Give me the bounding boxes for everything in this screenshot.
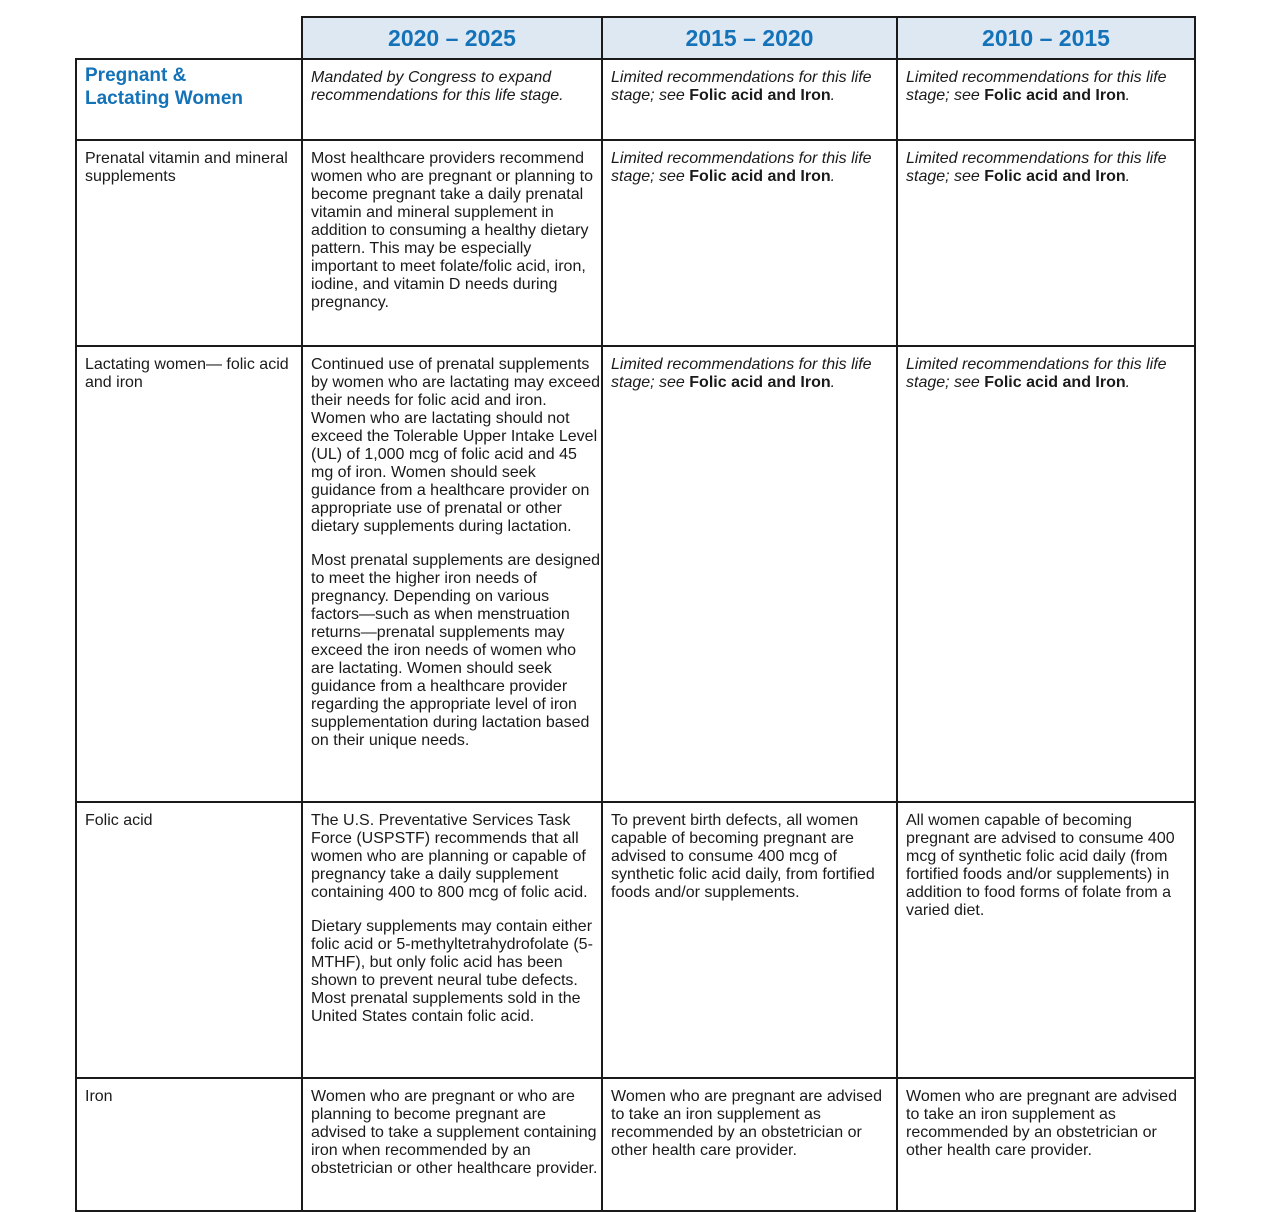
row-label-folic-acid: Folic acid [76,802,302,1078]
column-header-2010-2015: 2010 – 2015 [897,17,1195,59]
section-title: Pregnant & Lactating Women [76,59,302,140]
cell-lactating-2015: Limited recommendations for this life stage; see Folic acid and Iron. [602,346,897,802]
section-cell-2010: Limited recommendations for this life stage; see Folic acid and Iron. [897,59,1195,140]
table-row [76,346,1195,802]
cell-iron-2010: Women who are pregnant are advised to take an iron supplement as recommended by an obstetrician or other health care provider. [897,1078,1195,1211]
table-row [76,140,1195,346]
section-cell-2015: Limited recommendations for this life stage; see Folic acid and Iron. [602,59,897,140]
row-label-lactating: Lactating women— folic acid and iron [76,346,302,802]
cell-iron-2015: Women who are pregnant are advised to take an iron supplement as recommended by an obstetrician or other health care provider. [602,1078,897,1211]
cell-folic-2020: The U.S. Preventative Services Task Force (USPSTF) recommends that all women who are planning or capable of pregnancy take a daily supplement containing 400 to 800 mcg of folic acid. Dietary supplements may contain either folic acid or 5-methyltetrahydrofolate (5-MTHF), but only folic acid has been shown to prevent neural tube defects. Most prenatal supplements sold in the United States contain folic acid. [302,802,602,1078]
column-header-2020-2025: 2020 – 2025 [302,17,602,59]
cell-folic-2015: To prevent birth defects, all women capable of becoming pregnant are advised to consume 400 mcg of synthetic folic acid daily, from fortified foods and/or supplements. [602,802,897,1078]
row-label-prenatal: Prenatal vitamin and mineral supplements [76,140,302,346]
table-row [76,1078,1195,1211]
cell-prenatal-2015: Limited recommendations for this life stage; see Folic acid and Iron. [602,140,897,346]
cell-lactating-2010: Limited recommendations for this life stage; see Folic acid and Iron. [897,346,1195,802]
cell-folic-2010: All women capable of becoming pregnant are advised to consume 400 mcg of synthetic folic acid daily (from fortified foods and/or supplements) in addition to food forms of folate from a varied diet. [897,802,1195,1078]
corner-cell [76,17,302,59]
cell-prenatal-2010: Limited recommendations for this life stage; see Folic acid and Iron. [897,140,1195,346]
section-cell-2020: Mandated by Congress to expand recommendations for this life stage. [302,59,602,140]
cell-prenatal-2020: Most healthcare providers recommend women who are pregnant or planning to become pregnant take a daily prenatal vitamin and mineral supplement in addition to consuming a healthy dietary pattern. This may be especially important to meet folate/folic acid, iron, iodine, and vitamin D needs during pregnancy. [302,140,602,346]
cell-lactating-2020: Continued use of prenatal supplements by women who are lactating may exceed their needs for folic acid and iron. Women who are lactating should not exceed the Tolerable Upper Intake Level (UL) of 1,000 mcg of folic acid and 45 mg of iron. Women should seek guidance from a healthcare provider on appropriate use of prenatal or other dietary supplements during lactation. Most prenatal supplements are designed to meet the higher iron needs of pregnancy. Depending on various factors—such as when menstruation returns—prenatal supplements may exceed the iron needs of women who are lactating. Women should seek guidance from a healthcare provider regarding the appropriate level of iron supplementation during lactation based on their unique needs. [302,346,602,802]
cell-iron-2020: Women who are pregnant or who are planning to become pregnant are advised to take a supplement containing iron when recommended by an obstetrician or other healthcare provider. [302,1078,602,1211]
header-row [76,17,1195,59]
table-row [76,802,1195,1078]
comparison-table [75,16,1196,1212]
column-header-2015-2020: 2015 – 2020 [602,17,897,59]
table-row-section [76,59,1195,140]
row-label-iron: Iron [76,1078,302,1211]
